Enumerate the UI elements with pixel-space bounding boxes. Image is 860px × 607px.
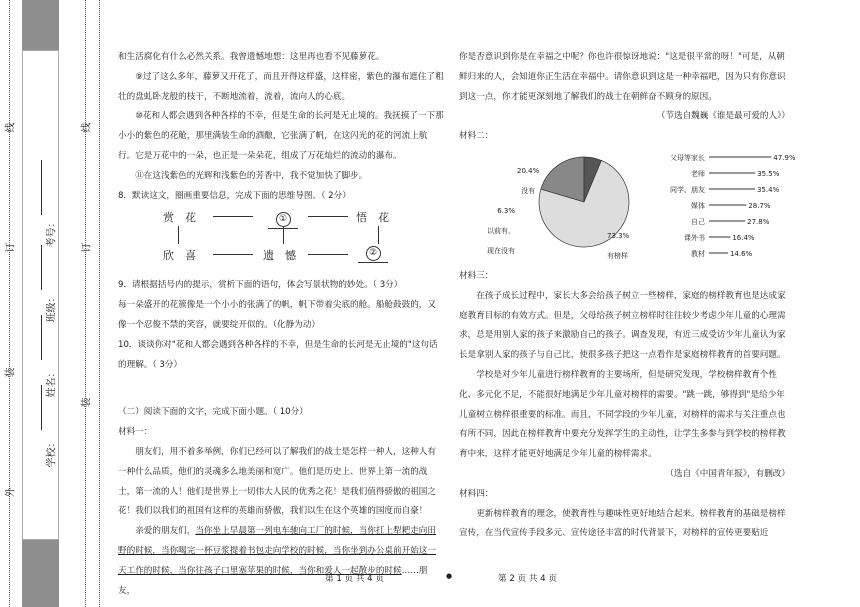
- inner-label-ding: 订: [81, 242, 93, 253]
- mm-line: [308, 216, 348, 217]
- pie-label-none: 20.4% 没有: [517, 166, 540, 195]
- field-class: 班级：: [46, 292, 58, 323]
- outer-cut-line: [9, 0, 10, 607]
- inner-label-xian: 线: [81, 122, 93, 133]
- binding-label-zhuang: 装: [5, 367, 17, 378]
- paragraph: 亲爱的朋友们，当你坐上早晨第一列电车驰向工厂的时候，当你扛上犁耙走向田野的时候，当你喝完一杯豆浆提着书包走向学校的时候，当你坐到办公桌前开始这一天工作的时候，当你往孩子口里塞苹果的时候，当你和爱人一起散步的时候……朋友，: [118, 526, 436, 596]
- material-2-charts: [459, 147, 796, 267]
- source-2: （选自《中国青年报》，有删改）: [665, 468, 790, 479]
- bar-category-label: 教材: [691, 249, 705, 258]
- mm-line: [178, 226, 179, 244]
- name-line[interactable]: [41, 315, 42, 360]
- field-exam-number: 考号：: [46, 217, 58, 248]
- page-number-1: 第 1 页 共 4 页: [325, 574, 384, 584]
- inner-label-zhuang: 装: [81, 397, 93, 408]
- blank-1[interactable]: ①: [268, 208, 298, 229]
- paragraph: 在孩子成长过程中，家长大多会给孩子树立一些榜样，家庭的榜样教育也是达成家庭教育目标的有效方式。但是，父母给孩子树立榜样时往往较少考虑少年儿童的心理需求，总是用别人家的孩子来激励自己的孩子。调查发现，有近三成受访少年儿童认为家长是拿别人家的孩子与自己比，使很多孩子把这一点看作是家庭榜样教育的首要问题。: [459, 290, 786, 361]
- class-line[interactable]: [41, 245, 42, 290]
- paragraph: 更新榜样教育的理念，使教育性与趣味性更好地结合起来。榜样教育的基础是榜样宣传，在当代宣传手段多元、宣传途径丰富的时代背景下，对榜样的宣传更要贴近: [459, 508, 786, 539]
- bar-value-label: 47.9%: [773, 153, 796, 162]
- underlined-sentence: 当你坐上早晨第一列电车驰向工厂的时候，当你扛上犁耙走向田野的时候，当你喝完一杯豆浆提着书包走向学校的时候，当你坐到办公桌前开始这一天工作的时候，当你往孩子口里塞苹果的时候，当你和爱人一起散步的时候: [118, 526, 436, 576]
- divider-dot: ●: [446, 572, 453, 580]
- question-9-text: 每一朵盛开的花簇像是一个小小的张满了的帆，帆下带着尖底的舱。船舱鼓鼓的，又像一个忍俊不禁的笑容，就要绽开似的。（化静为动）: [118, 300, 436, 330]
- source-1: （节选自魏巍《谁是最可爱的人》）: [656, 111, 790, 122]
- paragraph: ⑨过了这么多年，藤萝又开花了，而且开得这样盛，这样密，紫色的瀑布遮住了粗壮的盘虬卧龙般的枝干，不断地流着，流着，流向人的心底。: [118, 71, 444, 102]
- page-number-2: 第 2 页 共 4 页: [498, 574, 557, 584]
- grey-band-bottom: [22, 540, 59, 607]
- bar-category-label: 父母等家长: [670, 153, 705, 162]
- left-column: [118, 48, 444, 601]
- question-9: 9．请根据括号内的提示，赏析下面的语句，体会写景状物的妙处。（ 3分）: [118, 280, 403, 291]
- bar-category-label: 同学、朋友: [670, 185, 705, 194]
- inner-cut-line-2: [99, 0, 100, 607]
- mm-node: 遗 憾: [263, 249, 296, 263]
- right-column: [459, 48, 796, 544]
- bar-value-label: 35.5%: [757, 169, 780, 178]
- mm-line: [213, 254, 253, 255]
- grey-band-top: [22, 0, 59, 50]
- exam-number-line[interactable]: [41, 160, 42, 215]
- bar-value-label: 35.4%: [757, 185, 780, 194]
- field-name: 姓名：: [46, 367, 58, 398]
- material-4-label: 材料四：: [459, 488, 494, 499]
- material-1-label: 材料一：: [118, 427, 153, 438]
- binding-label-xian: 线: [5, 122, 17, 133]
- material-2-label: 材料二：: [459, 131, 494, 142]
- section-2-title: （二）阅读下面的文字，完成下面小题。（ 10分）: [118, 407, 308, 418]
- bar-value-label: 16.4%: [732, 233, 755, 242]
- bar-category-label: 自己: [691, 217, 705, 226]
- mm-line: [283, 226, 284, 244]
- bar-value-label: 28.7%: [748, 201, 771, 210]
- answer-space[interactable]: [118, 375, 444, 403]
- binding-label-wai: 外: [5, 487, 17, 498]
- blank-2[interactable]: ②: [358, 242, 388, 263]
- paragraph: ⑩花和人都会遇到各种各样的不幸，但是生命的长河是无止境的。我抚摸了一下那小小的紫色的花舱，那里满装生命的酒酿，它张满了帆，在这闪光的花的河流上航行。它是万花中的一朵，也正是一朵朵花，组成了万花灿烂的流动的瀑布。: [118, 111, 444, 161]
- bar-value-label: 27.8%: [747, 217, 770, 226]
- question-8: 8．默读这文，圈画重要信息，完成下面的思维导图。（ 2分）: [118, 190, 351, 201]
- mind-map: [118, 206, 444, 276]
- pie-label-before: 6.3% 以前有， 现在没有: [487, 206, 515, 255]
- question-10: 10．谈谈你对"花和人都会遇到各种各样的不幸，但是生命的长河是无止境的"这句话的理解。（ 3分）: [118, 339, 438, 370]
- bar-category-label: 老师: [691, 169, 705, 178]
- mm-line: [308, 254, 348, 255]
- paragraph: 和生活腐化有什么必然关系。我曾遗憾地想：这里再也看不见藤萝花。: [118, 52, 385, 62]
- bar-category-label: 媒体: [691, 201, 705, 210]
- bar-chart: [670, 153, 796, 258]
- paragraph: 你是否意识到你是在幸福之中呢？你也许很惊讶地说："这是很平常的呀！"可是，从朝鲜归来的人，会知道你正生活在幸福中。请你意识到这是一种幸福吧，因为只有你意识到这一点，你才能更深刻地了解我们的战士在朝鲜奋不顾身的原因。: [459, 52, 786, 102]
- mm-line: [213, 216, 253, 217]
- material-3-label: 材料三：: [459, 270, 494, 281]
- mm-node: 欣 喜: [163, 249, 196, 263]
- pie-label-have: 73.3% 有榜样: [607, 231, 630, 260]
- bar-value-label: 14.6%: [729, 249, 753, 258]
- mm-node: 赏 花: [163, 211, 196, 225]
- mm-node: 悟 花: [356, 211, 389, 225]
- paragraph: ⑪在这浅紫色的光辉和浅紫色的芳香中，我不觉加快了脚步。: [135, 170, 368, 181]
- school-line[interactable]: [41, 385, 42, 430]
- inner-cut-line: [85, 0, 86, 607]
- binding-label-ding: 订: [5, 242, 17, 253]
- paragraph: 学校是对少年儿童进行榜样教育的主要场所，但是研究发现，学校榜样教育个性化、多元化不足，不能很好地满足少年儿童对榜样的需要。"跳一跳，够得到"是给少年儿童树立榜样很重要的标准。而且，不同学段的少年儿童，对榜样的需求与关注重点也有所不同，因此在榜样教育中要充分发挥学生的主动性，让学生多参与到学校的榜样教育中来，这样才能更好地满足少年儿童的榜样需求。: [459, 369, 786, 460]
- paragraph: 朋友们，用不着多举例，你们已经可以了解我们的战士是怎样一种人，这种人有一种什么品质，他们的灵魂多么地美丽和宽广。他们是历史上、世界上第一流的战士，第一流的人！他们是世界上一切伟大人民的优秀之花！是我们值得骄傲的祖国之花！我们以我们的祖国有这样的英雄而骄傲，我们以生在这个英雄的国度而自豪！: [118, 446, 436, 517]
- binding-strip: [0, 0, 103, 607]
- field-school: 学校：: [46, 437, 58, 468]
- bar-category-label: 课外书: [684, 233, 705, 242]
